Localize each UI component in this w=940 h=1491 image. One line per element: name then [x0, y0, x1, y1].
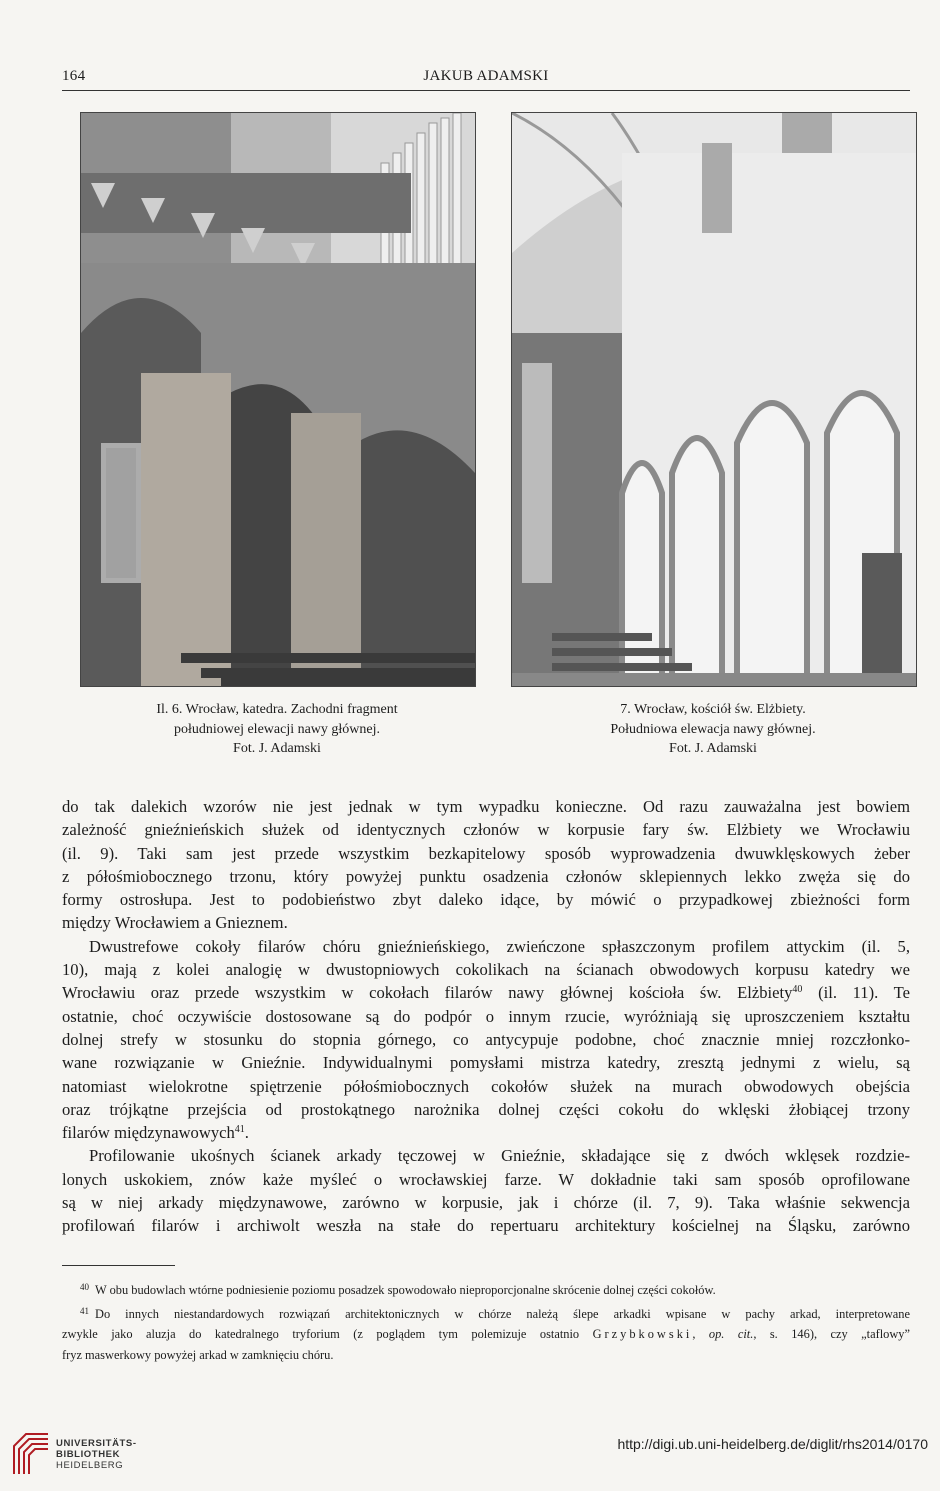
text-line: 10), mają z kolei analogię w dwustopniowych cokolikach na ścianach obwodowych korpusu katedry we: [62, 960, 910, 980]
footnote-40: [62, 1277, 910, 1301]
library-logo-icon: [12, 1432, 50, 1476]
footnote-text: ,: [692, 1327, 709, 1341]
page-number: 164: [62, 68, 86, 84]
caption-line: 7. Wrocław, kościół św. Elżbiety.: [620, 702, 806, 717]
footnote-41-line-2: [62, 1324, 910, 1345]
citation-italic: op. cit.: [708, 1327, 754, 1341]
footnote-text: , s. 146), czy „taflowy”: [753, 1327, 910, 1341]
text-line: ostatnie, choć oczywiście dostosowane są do podpór o innym rzucie, wyróżniają się uproszczeniem kształtu: [62, 1006, 910, 1026]
cited-author: Grzybkowski: [592, 1327, 693, 1341]
footnote-41-line-3: fryz maswerkowy powyżej arkad w zamknięciu chóru.: [62, 1347, 334, 1362]
footnote-number: 40: [80, 1282, 89, 1292]
footnote-rule: [62, 1265, 175, 1266]
text-run: .: [244, 1123, 249, 1143]
footnote-text: W obu budowlach wtórne podniesienie poziomu posadzek spowodowało nieproporcjonalne skrócenie dolnej części cokołów.: [95, 1283, 716, 1297]
text-line: oraz trójkątne przejścia od prostokątnego narożnika dolnej części cokołu do wklęski żłobiącej trzony: [62, 1099, 910, 1119]
figure-caption-1: [80, 700, 474, 759]
text-line: profilowań filarów i archiwolt weszła na stałe do repertuaru architektury kościelnej na Śląsku, zarówno: [62, 1216, 910, 1236]
footnote-number: 41: [80, 1305, 89, 1316]
text-run: (il. 11). Te: [802, 983, 910, 1003]
header-rule: [62, 90, 910, 91]
text-line: z półośmiobocznego trzonu, który powyżej punktu osadzenia członów sklepiennych lekko zwęża się do: [62, 866, 910, 886]
text-line: wane rozwiązanie w Gnieźnie. Indywidualnymi pomysłami mistrza katedry, zresztą jednymi z wielu, są: [62, 1053, 910, 1073]
text-line: [62, 1121, 910, 1144]
footnote-ref-41[interactable]: 41: [234, 1124, 245, 1136]
text-line: natomiast wielokrotne spiętrzenie półośmiobocznych cokołów służek na murach obwodowych obejścia: [62, 1076, 910, 1096]
text-line: [62, 981, 910, 1004]
library-logo[interactable]: [12, 1430, 182, 1480]
text-line: formy ostrosłupa. Jest to podobieństwo zbyt daleko idące, by mówić o przypadkowej zbieżności form: [62, 890, 910, 910]
running-author: JAKUB ADAMSKI: [423, 68, 549, 84]
source-url-link[interactable]: http://digi.ub.uni-heidelberg.de/diglit/rhs2014/0170: [617, 1436, 928, 1452]
text-line: Profilowanie ukośnych ścianek arkady tęczowej w Gnieźnie, składające się z dwóch wklęsek rozdzie-: [89, 1146, 910, 1166]
footnote-ref-40[interactable]: 40: [792, 984, 803, 996]
text-line: do tak dalekich wzorów nie jest jednak w tym wypadku konieczne. Od razu zauważalna jest bowiem: [62, 797, 910, 816]
caption-line: Il. 6. Wrocław, katedra. Zachodni fragment: [156, 702, 398, 717]
text-line: lonych uskokiem, znów każe myśleć o wrocławskiej farze. W dokładnie taki sam sposób oprofilowane: [62, 1169, 910, 1189]
figure-photo-elizabeth: [511, 112, 917, 687]
library-name-line-2: BIBLIOTHEK: [56, 1449, 121, 1460]
body-text: [62, 795, 910, 1238]
text-line: zależność gnieźnieńskich służek od identycznych członów w korpusie fary św. Elżbiety we Wrocławiu: [62, 820, 910, 840]
footnote-text: Do innych niestandardowych rozwiązań architektonicznych w chórze należą ślepe arkadki wpisane w pachy arkad, interpretowane: [95, 1306, 910, 1321]
caption-line: Fot. J. Adamski: [233, 741, 321, 756]
footnote-41: [62, 1301, 910, 1325]
caption-line: południowej elewacji nawy głównej.: [173, 721, 381, 737]
running-header: [62, 68, 910, 90]
text-line: między Wrocławiem a Gnieznem.: [62, 913, 288, 933]
caption-line: Fot. J. Adamski: [669, 741, 757, 756]
caption-line: Południowa elewacja nawy głównej.: [610, 721, 816, 737]
text-run: Wrocławiu oraz przede wszystkim w cokołach filarów nawy głównej kościoła św. Elżbiety: [62, 983, 793, 1003]
text-line: Dwustrefowe cokoły filarów chóru gnieźnieńskiego, zwieńczone spłaszczonym profilem attyckim (il. 5,: [89, 936, 910, 956]
figure-photo-cathedral: [80, 112, 476, 687]
text-line: dolnej strefy w stosunku do stopnia górnego, co antycypuje podobne, choć znacznie mniej rozczłonko-: [62, 1029, 910, 1049]
footnote-text: zwykle jako aluzja do katedralnego tryforium (z poglądem tym polemizuje ostatnio: [62, 1327, 593, 1341]
library-name-line-1: UNIVERSITÄTS-: [56, 1438, 137, 1449]
figure-caption-2: [511, 700, 915, 759]
text-run: filarów międzynawowych: [62, 1123, 235, 1143]
text-line: są w niej arkady międzynawowe, zarówno w korpusie, jak i chórze (il. 7, 9). Taka właśnie sekwencja: [62, 1193, 910, 1213]
text-line: (il. 9). Taki sam jest przede wszystkim bezkapitelowy sposób wyprowadzenia dwuwklęskowych żeber: [62, 843, 910, 863]
footnotes: [62, 1277, 910, 1365]
library-name-line-3: HEIDELBERG: [56, 1460, 124, 1471]
